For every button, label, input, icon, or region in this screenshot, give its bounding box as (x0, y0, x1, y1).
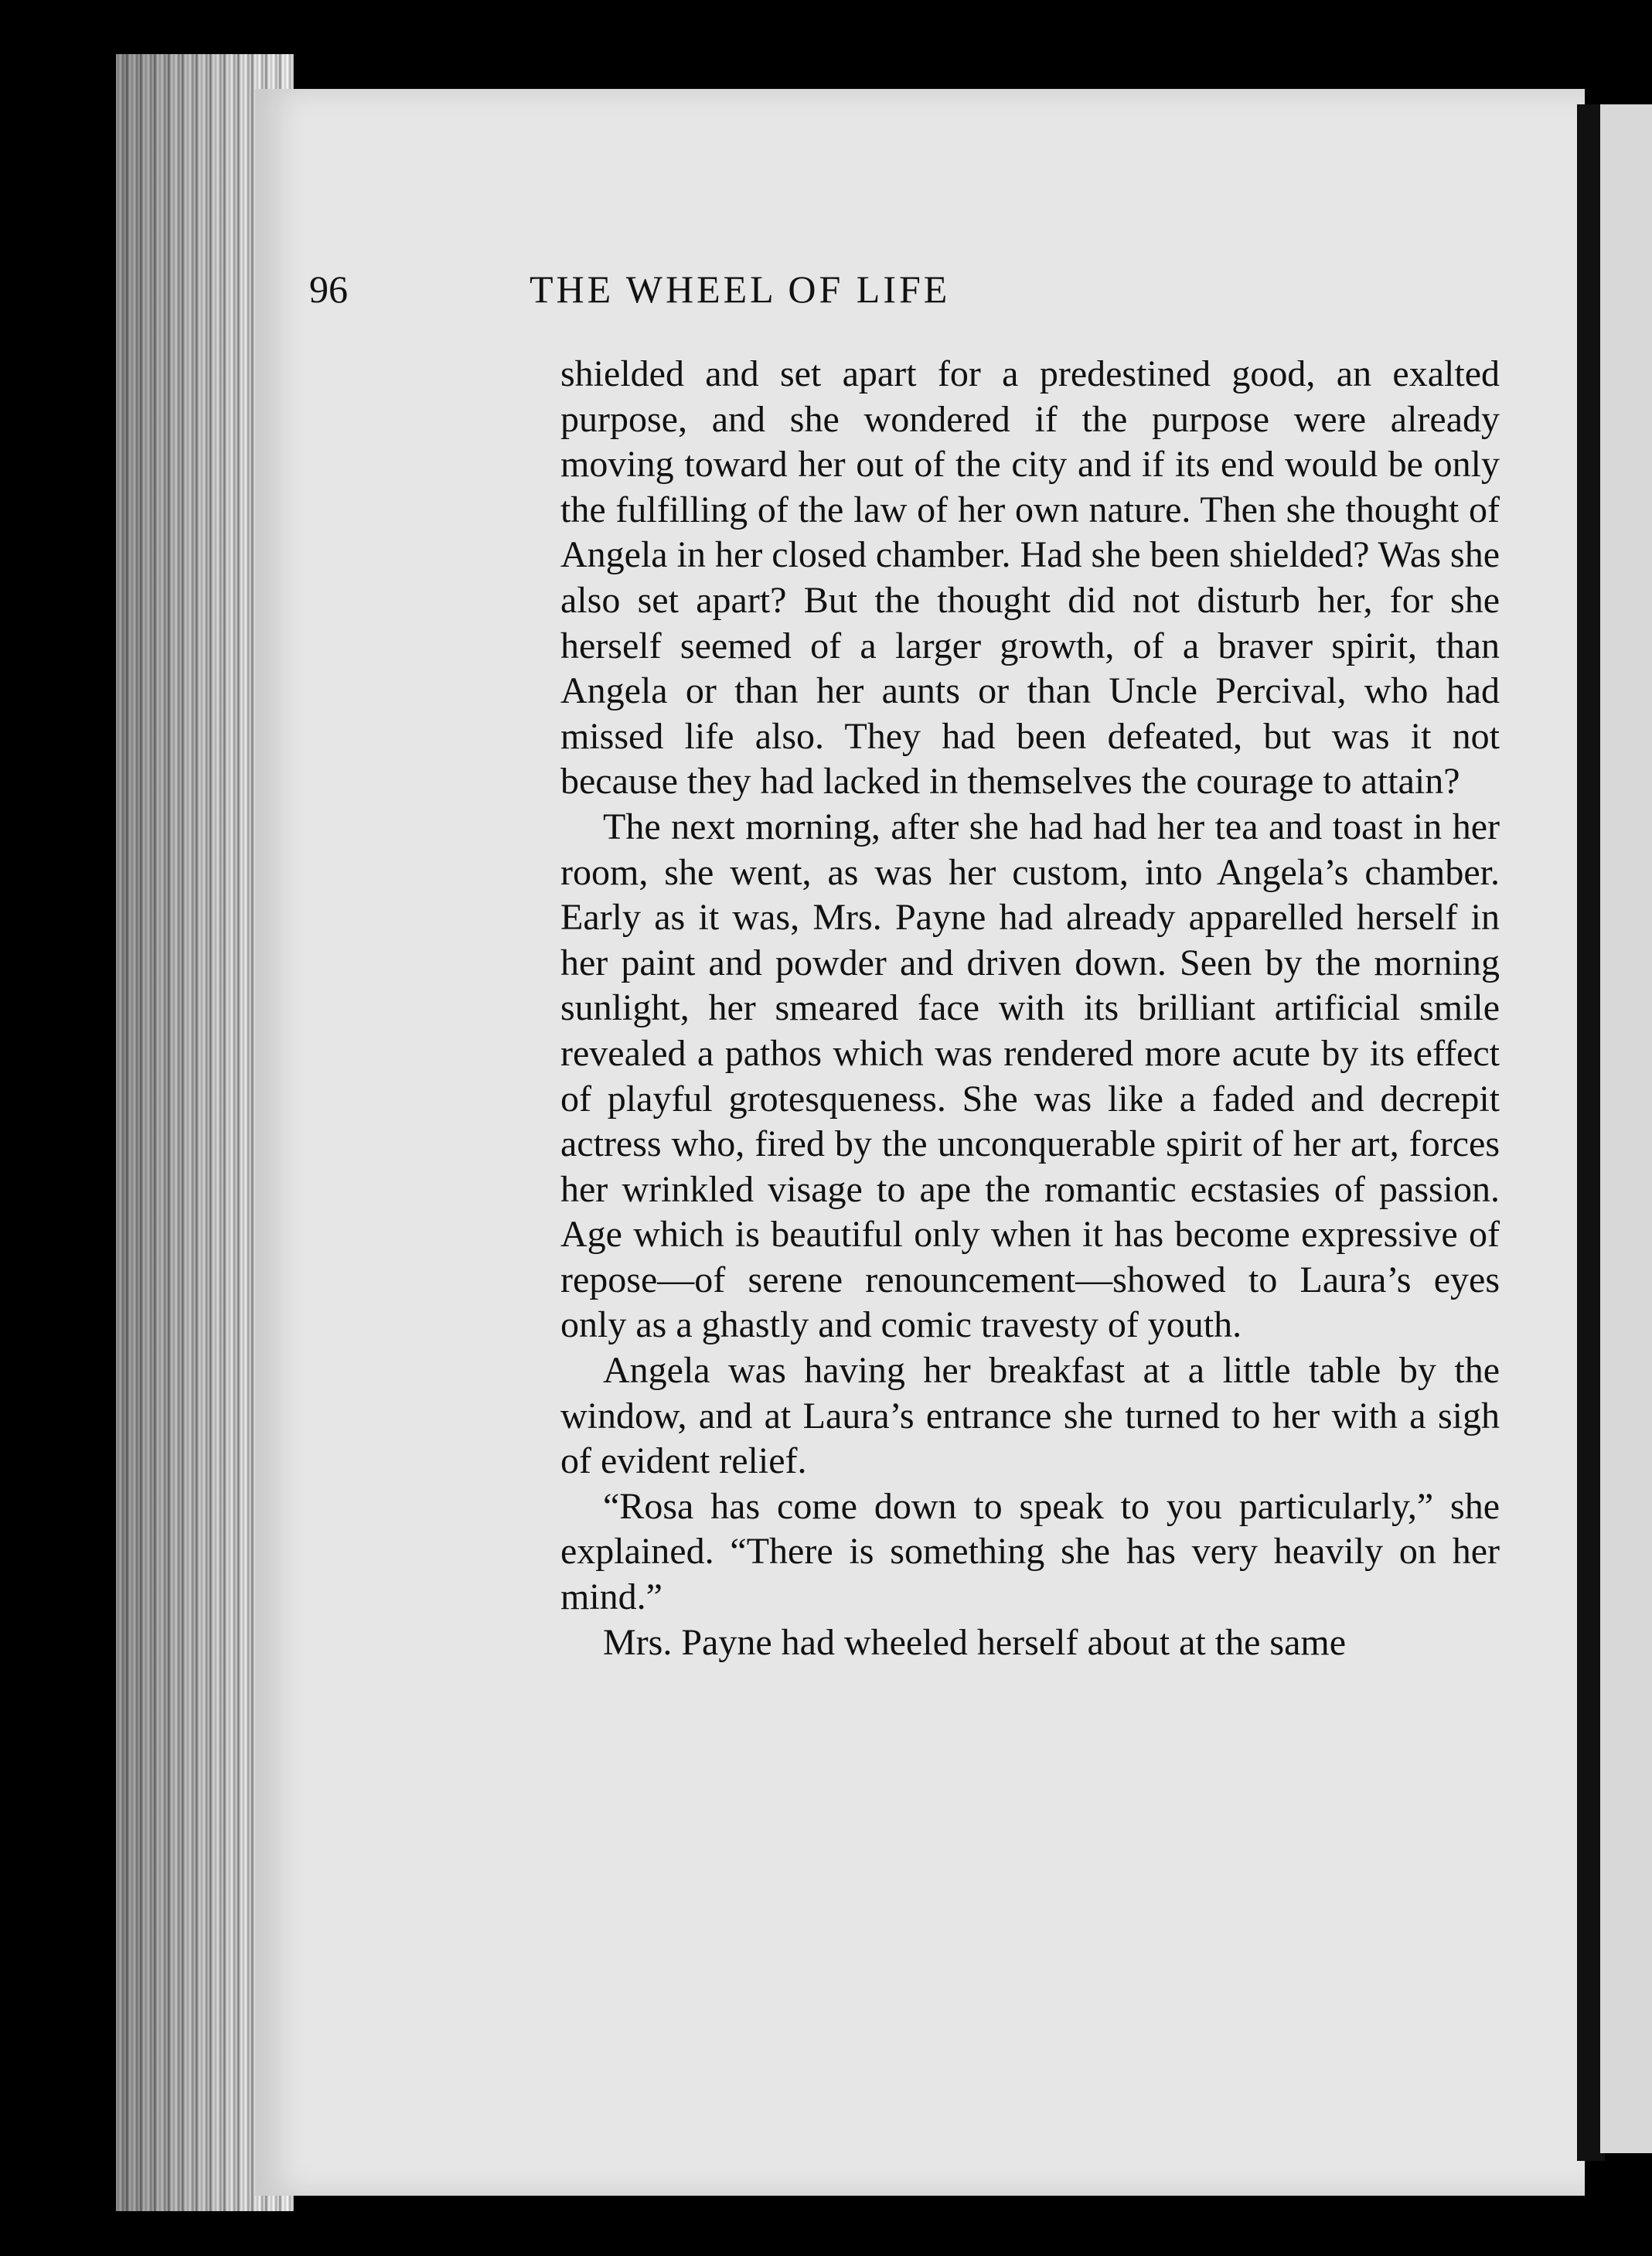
page-number: 96 (309, 268, 348, 311)
facing-page-edge (1600, 104, 1652, 2153)
paragraph: The next morning, after she had had her tea and toast in her room, she went, as was her custom, into Angela’s chamber. Early as it was, Mrs. Payne had already apparelled herself in her paint and powder and driven down. Seen by the morning sunlight, her smeared face with its brilliant artificial smile revealed a pathos which was rendered more acute by its effect of playful grotesqueness. She was like a faded and decrepit actress who, fired by the unconquerable spirit of her art, forces her wrinkled visage to ape the romantic ecstasies of passion. Age which is beautiful only when it has become expressive of repose—of serene renouncement—showed to Laura’s eyes only as a ghastly and comic travesty of youth. (560, 806, 1500, 1346)
running-title: THE WHEEL OF LIFE (530, 268, 951, 311)
body-text (560, 352, 1500, 1665)
paragraph: Mrs. Payne had wheeled herself about at the same (603, 1621, 1347, 1663)
paragraph: shielded and set apart for a predestined good, an exalted purpose, and she wondered if the purpose were already moving toward her out of the city and if its end would be only the fulfilling of the law of her own nature. Then she thought of Angela in her closed chamber. Had she been shielded? Was she also set apart? But the thought did not disturb her, for she herself seemed of a larger growth, of a braver spirit, than Angela or than her aunts or than Uncle Percival, who had missed life also. They had been defeated, but was it not because they had lacked in themselves the courage to attain? (560, 353, 1500, 803)
page-header (0, 267, 1652, 321)
paragraph: “Rosa has come down to speak to you particularly,” she explained. “There is something she has very heavily on her mind.” (560, 1485, 1500, 1618)
paragraph: Angela was having her breakfast at a little table by the window, and at Laura’s entrance she turned to her with a sigh of evident relief. (560, 1350, 1500, 1482)
